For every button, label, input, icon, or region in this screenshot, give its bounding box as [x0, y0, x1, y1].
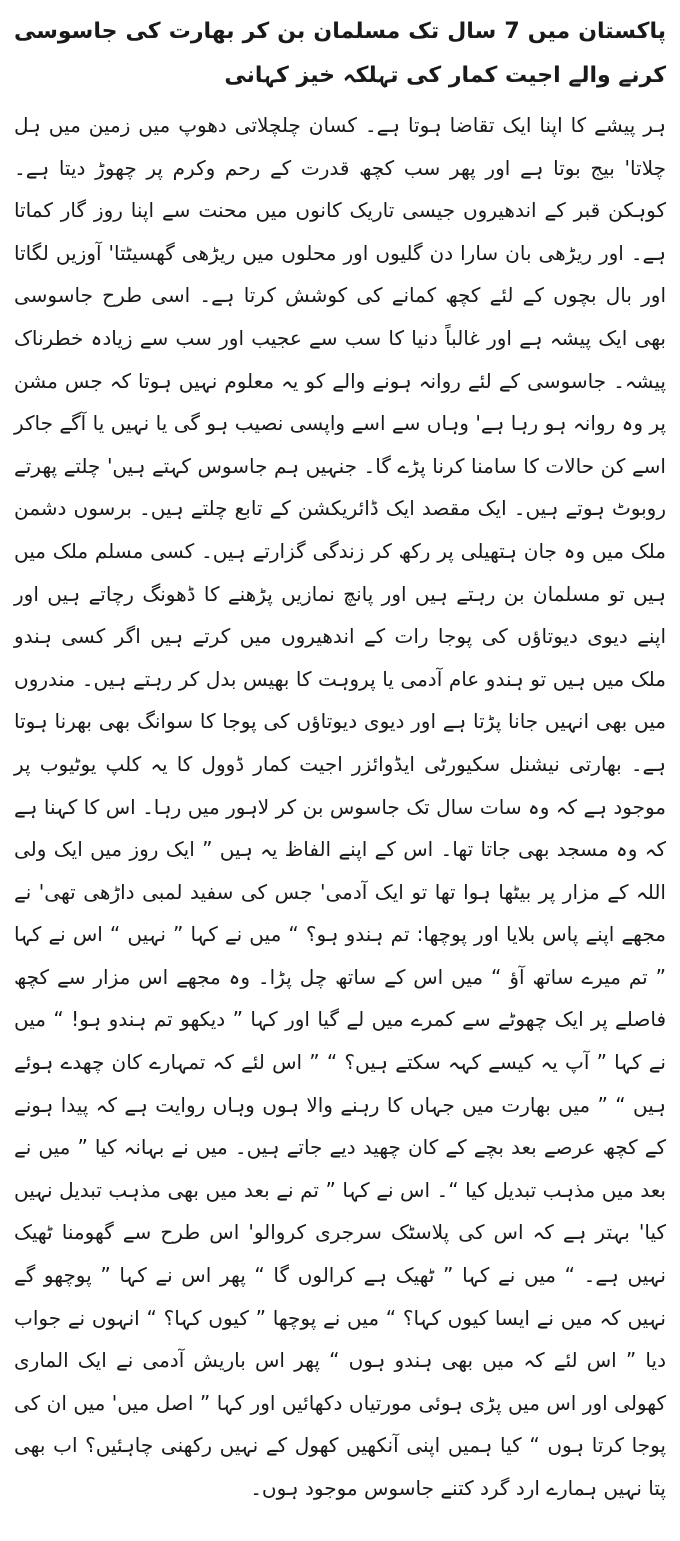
article-headline: پاکستان میں 7 سال تک مسلمان بن کر بھارت کی جاسوسی کرنے والے اجیت کمار کی تہلکہ خیز کہانی	[14, 19, 666, 88]
article-body: ہر پیشے کا اپنا ایک تقاضا ہوتا ہے۔ کسان چلچلاتی دھوپ میں زمین میں ہل چلاتا' بیج بوتا ہے اور پھر سب کچھ قدرت کے رحم وکرم پر چھوڑ دیتا ہے۔ کوہکن قبر کے اندھیروں جیسی تاریک کانوں میں محنت سے اپنا روز گار کماتا ہے۔ اور ریڑھی بان سارا دن گلیوں اور محلوں میں ریڑھی گھسیٹتا' آوزیں لگاتا اور بال بچوں کے لئے کچھ کمانے کی کوشش کرتا ہے۔ اسی طرح جاسوسی بھی ایک پیشہ ہے اور غالباً دنیا کا سب سے عجیب اور سب سے زیادہ خطرناک پیشہ۔ جاسوسی کے لئے روانہ ہونے والے کو یہ معلوم نہیں ہوتا کہ جس مشن پر وہ روانہ ہو رہا ہے' وہاں سے اسے واپسی نصیب ہو گی یا نہیں یا آگے جاکر اسے کن حالات کا سامنا کرنا پڑے گا۔ جنہیں ہم جاسوس کہتے ہیں' چلتے پھرتے روبوٹ ہوتے ہیں۔ ایک مقصد ایک ڈائریکشن کے تابع چلتے ہیں۔ برسوں دشمن ملک میں وہ جان ہتھیلی پر رکھ کر زندگی گزارتے ہیں۔ کسی مسلم ملک میں ہیں تو مسلمان بن رہتے ہیں اور پانچ نمازیں پڑھنے کا ڈھونگ رچاتے ہیں اور اپنے دیوی دیوتاؤں کی پوجا رات کے اندھیروں میں کرتے ہیں اگر کسی ہندو ملک میں ہیں تو ہندو عام آدمی یا پروہت کا بھیس بدل کر رہتے ہیں۔ مندروں میں بھی انہیں جانا پڑتا ہے اور دیوی دیوتاؤں کی پوجا کا سوانگ بھی بھرنا ہوتا ہے۔ بھارتی نیشنل سکیورٹی ایڈوائزر اجیت کمار ڈوول کا یہ کلپ یوٹیوب پر موجود ہے کہ وہ سات سال تک جاسوس بن کر لاہور میں رہا۔ اس کا کہنا ہے کہ وہ مسجد بھی جاتا تھا۔ اس کے اپنے الفاظ یہ ہیں ” ایک روز میں ایک ولی اللہ کے مزار پر بیٹھا ہوا تھا تو ایک آدمی' جس کی سفید لمبی داڑھی تھی' نے مجھے اپنے پاس بلایا اور پوچھا: تم ہندو ہو؟ “ میں نے کہا ” نہیں “ اس نے کہا ” تم میرے ساتھ آؤ “ میں اس کے ساتھ چل پڑا۔ وہ مجھے اس مزار سے کچھ فاصلے پر ایک چھوٹے سے کمرے میں لے گیا اور کہا ” دیکھو تم ہندو ہو! “ میں نے کہا ” آپ یہ کیسے کہہ سکتے ہیں؟ “ ” اس لئے کہ تمہارے کان چھدے ہوئے ہیں “ ” میں بھارت میں جہاں کا رہنے والا ہوں وہاں روایت ہے کہ پیدا ہونے کے کچھ عرصے بعد بچے کے کان چھید دیے جاتے ہیں۔ میں نے بہانہ کیا ” میں نے بعد میں مذہب تبدیل کیا “۔ اس نے کہا ” تم نے بعد میں بھی مذہب تبدیل نہیں کیا' بہتر ہے کہ اس کی پلاسٹک سرجری کروالو' اس طرح سے گھومنا ٹھیک نہیں ہے۔ “ میں نے کہا ” ٹھیک ہے کرالوں گا “ پھر اس نے کہا ” پوچھو گے نہیں کہ میں نے ایسا کیوں کہا؟ “ میں نے پوچھا ” کیوں کہا؟ “ انہوں نے جواب دیا ” اس لئے کہ میں بھی ہندو ہوں “ پھر اس باریش آدمی نے ایک الماری کھولی اور اس میں پڑی ہوئی مورتیاں دکھائیں اور کہا ” اصل میں' میں ان کی پوجا کرتا ہوں “ کیا ہمیں اپنی آنکھیں کھول کے نہیں رکھنی چاہئیں؟ اب بھی پتا نہیں ہمارے ارد گرد کتنے جاسوس موجود ہوں۔	[14, 113, 666, 1500]
